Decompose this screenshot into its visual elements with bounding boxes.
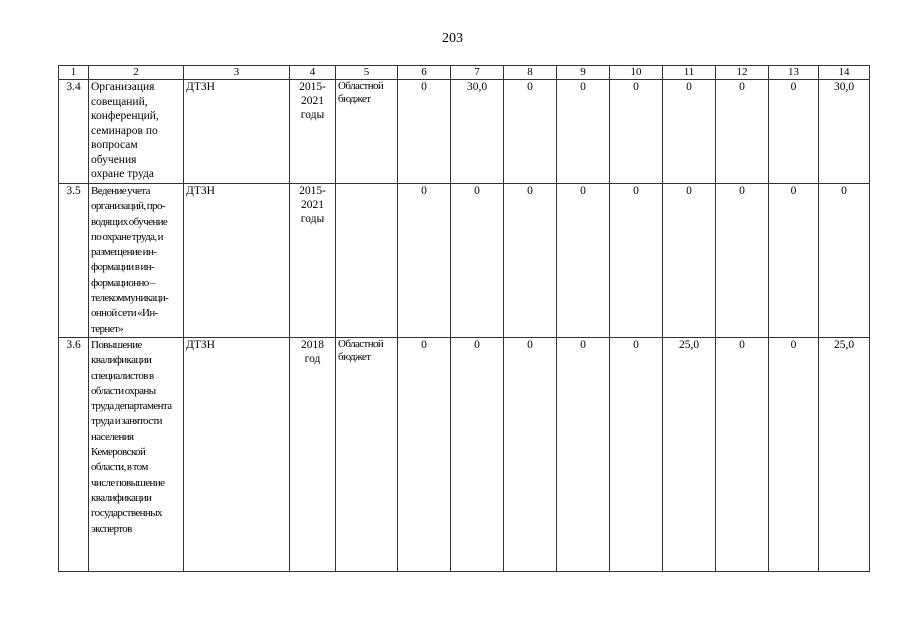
period-line: год	[304, 352, 321, 365]
funding-source	[336, 337, 398, 571]
column-number-header: 6	[398, 66, 451, 80]
measure-name-line: тернет»	[91, 322, 124, 335]
measure-name-line: формации в ин-	[91, 261, 155, 274]
measure-name-line: формационно –	[91, 276, 155, 289]
value-cell: 0	[716, 337, 769, 571]
measure-name-line: конференций,	[91, 110, 159, 122]
executor: ДТЗН	[184, 184, 290, 338]
measure-name-line: водящих обучение	[91, 215, 168, 228]
measure-name-line: квалификации	[91, 354, 152, 367]
period-line: годы	[300, 213, 325, 225]
value-cell: 0	[451, 184, 504, 338]
value-cell: 0	[716, 80, 769, 184]
column-number-header: 9	[557, 66, 610, 80]
measure-name-line: населения	[91, 430, 134, 443]
executor: ДТЗН	[184, 80, 290, 184]
value-cell: 0	[663, 184, 716, 338]
value-cell: 0	[504, 337, 557, 571]
measure-name-line: по охране труда, и	[91, 230, 163, 243]
value-cell: 25,0	[819, 337, 870, 571]
value-cell: 0	[504, 184, 557, 338]
measure-name-line: организаций, про-	[91, 200, 165, 213]
value-cell: 0	[557, 80, 610, 184]
column-number-header: 8	[504, 66, 557, 80]
table-row	[59, 80, 870, 184]
funding-source-line: бюджет	[338, 93, 371, 105]
value-cell: 0	[504, 80, 557, 184]
measure-name-line: труда департамента	[91, 400, 172, 413]
period	[290, 80, 336, 184]
funding-source	[336, 80, 398, 184]
program-measures-table	[58, 65, 870, 572]
period-line: 2015-	[299, 81, 326, 93]
column-number-header: 7	[451, 66, 504, 80]
row-number: 3.5	[59, 184, 89, 338]
page-number: 203	[442, 31, 463, 46]
measure-name-line: обучения	[91, 153, 137, 166]
period-line: 2018	[301, 338, 324, 351]
measure-name-line: вопросам	[91, 139, 138, 151]
column-number-header: 5	[336, 66, 398, 80]
measure-name	[89, 337, 184, 571]
measure-name-line: Повышение	[91, 338, 142, 351]
value-cell: 0	[610, 80, 663, 184]
row-number: 3.4	[59, 80, 89, 184]
table-row	[59, 184, 870, 338]
measure-name	[89, 80, 184, 184]
funding-source-line: бюджет	[338, 350, 371, 363]
period-line: годы	[300, 109, 325, 121]
column-number-header: 14	[819, 66, 870, 80]
funding-source-line: Областной	[338, 80, 384, 92]
value-cell: 0	[769, 337, 819, 571]
measure-name-line: квалификации	[91, 491, 152, 504]
measure-name-line: телекоммуникаци-	[91, 292, 169, 305]
measure-name-line: области, в том	[91, 461, 148, 474]
value-cell: 0	[557, 337, 610, 571]
period	[290, 337, 336, 571]
table-row	[59, 337, 870, 571]
column-number-header: 13	[769, 66, 819, 80]
value-cell: 0	[610, 184, 663, 338]
measure-name-line: области охраны	[91, 384, 156, 397]
value-cell: 0	[451, 337, 504, 571]
measure-name-line: онной сети «Ин-	[91, 307, 158, 320]
column-number-header: 2	[89, 66, 184, 80]
funding-source	[336, 184, 398, 338]
value-cell: 0	[819, 184, 870, 338]
column-number-header: 3	[184, 66, 290, 80]
value-cell: 0	[398, 184, 451, 338]
column-number-header: 1	[59, 66, 89, 80]
value-cell: 0	[663, 80, 716, 184]
measure-name-line: размещение ин-	[91, 246, 157, 259]
value-cell: 0	[398, 80, 451, 184]
value-cell: 0	[398, 337, 451, 571]
measure-name-line: Кемеровской	[91, 446, 146, 459]
measure-name-line: охране труда	[91, 168, 154, 180]
column-number-header: 12	[716, 66, 769, 80]
measure-name-line: семинаров по	[91, 124, 158, 137]
value-cell: 0	[610, 337, 663, 571]
measure-name-line: экспертов	[91, 522, 132, 535]
value-cell: 0	[769, 80, 819, 184]
executor: ДТЗН	[184, 337, 290, 571]
header-row	[59, 66, 870, 80]
measure-name	[89, 184, 184, 338]
period-line: 2021	[301, 199, 324, 211]
value-cell: 30,0	[819, 80, 870, 184]
value-cell: 0	[769, 184, 819, 338]
column-number-header: 10	[610, 66, 663, 80]
period	[290, 184, 336, 338]
value-cell: 0	[557, 184, 610, 338]
measure-name-line: Ведение учета	[91, 185, 150, 197]
value-cell: 0	[716, 184, 769, 338]
period-line: 2021	[301, 95, 324, 107]
measure-name-line: числе повышение	[91, 476, 165, 489]
row-number: 3.6	[59, 337, 89, 571]
value-cell: 30,0	[451, 80, 504, 184]
value-cell: 25,0	[663, 337, 716, 571]
measure-name-line: специалистов в	[91, 369, 154, 382]
measure-name-line: совещаний,	[91, 95, 148, 108]
funding-source-line: Областной	[338, 337, 384, 350]
measure-name-line: государственных	[91, 507, 162, 520]
column-number-header: 4	[290, 66, 336, 80]
measure-name-line: труда и занятости	[91, 415, 162, 428]
measure-name-line: Организация	[91, 81, 155, 93]
period-line: 2015-	[299, 185, 326, 197]
column-number-header: 11	[663, 66, 716, 80]
